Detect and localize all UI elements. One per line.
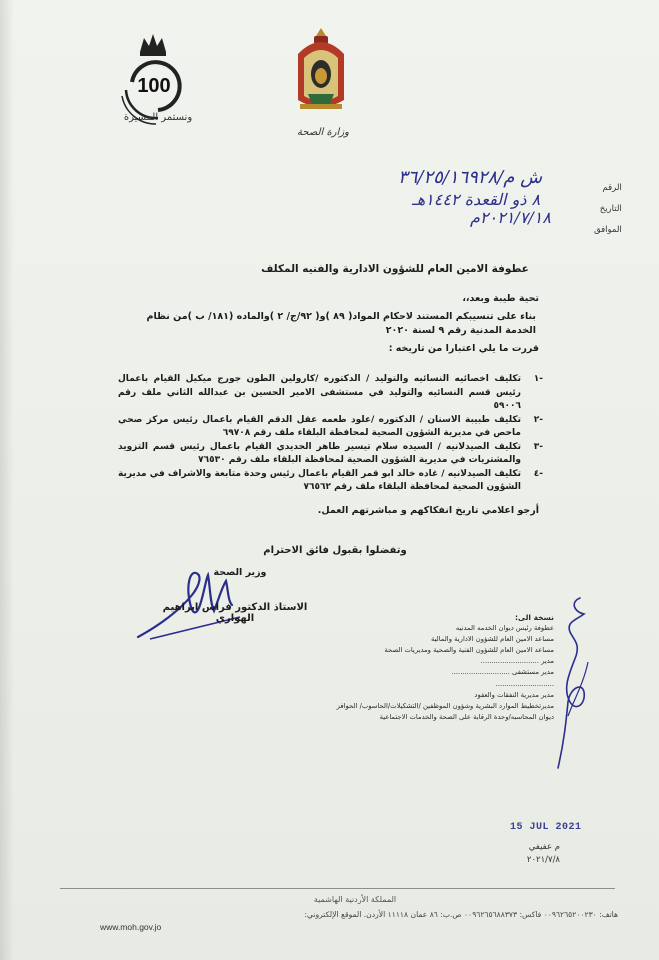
footer-divider — [60, 888, 615, 889]
svg-text:100: 100 — [137, 75, 171, 97]
reference-corresponding-label: الموافق — [594, 225, 622, 235]
cc-line: مدير ........................... — [480, 657, 554, 666]
assignment-item — [118, 441, 543, 468]
request-line: أرجو اعلامي تاريخ انفكاكهم و مباشرتهم العمل. — [317, 505, 539, 516]
centennial-caption: ونستمر المسيرة — [123, 112, 193, 123]
cc-line: مدير مديرية النفقات والعقود — [474, 690, 554, 699]
assignment-item — [118, 468, 543, 495]
item-number: -٢ — [533, 414, 543, 425]
footer-contact: هاتف: ٠٠٩٦٢٦٥٢٠٠٢٣٠ فاكس: ٠٠٩٦٢٦٥٦٨٨٣٧٣ ص.ب: ٨٦ عمان ١١١١٨ الأردن. الموقع الإلكتروني: — [304, 910, 618, 919]
item-text: تكليف الصيدلانيه / غاده خالد ابو قمر القيام باعمال رئيس وحدة متابعة والاشراف في مديرية الشؤون الصحية لمحافظة البلقاء ملف رقم ٧٦٥٦٢ — [118, 468, 521, 492]
cc-line: مساعد الامين العام للشؤون الفنية والصحية ومديريات الصحة — [384, 646, 554, 655]
assignment-list — [118, 373, 543, 495]
item-text: تكليف اخصائيه النسائيه والتوليد / الدكتوره /كارولين الطون جورج ميكيل القيام باعمال رئيس قسم النسائيه والتوليد في مستشفى الامير الحسين بن عبدالله الثاني ملف رقم ٥٩٠٠٦ — [118, 374, 521, 411]
signer-name: الاستاذ الدكتور فراس ابراهيم الهواري — [162, 602, 308, 624]
jordan-coat-of-arms — [290, 24, 352, 114]
closing-line: وتفضلوا بقبول فائق الاحترام — [263, 545, 407, 556]
reference-gregorian-date: ٢٠٢١/٧/١٨م — [470, 208, 551, 227]
reference-number: ش م/٣٦/٢٥/١٦٩٢٨ — [398, 167, 543, 188]
decision-intro: قررت ما يلي اعتبارا من تاريخه : — [388, 343, 539, 354]
item-text: تكليف الصيدلانيه / السيده سلام تيسير طاهر الحديدي القيام باعمال رئيس قسم التزويد والمشتريات في مديرية الشؤون الصحية لمحافظة البلقاء ملف رقم ٧٦٥٣٠ — [118, 441, 521, 465]
reference-date-label: التاريخ — [599, 204, 622, 214]
cc-line: مديرتخطيط الموارد البشرية وشؤون الموظفين /التشكيلات/الحاسوب/ الحوافز — [336, 701, 554, 710]
cc-line: مدير مستشفى ........................... — [451, 668, 554, 677]
item-number: -٤ — [533, 468, 543, 479]
cc-list — [300, 612, 554, 723]
reference-number-label: الرقم — [602, 183, 622, 193]
assignment-item — [118, 414, 543, 441]
footer-website-link[interactable]: www.moh.gov.jo — [100, 922, 162, 932]
posted-date: ٢٠٢١/٧/٨ — [526, 855, 560, 865]
cc-line: ديوان المحاسبه/وحدة الرقابة على الصحة والخدمات الاجتماعية — [379, 712, 554, 721]
legal-basis-paragraph: بناء على تنسيبكم المستند لاحكام المواد( ٨٩ )و( ٩٢/ج/ ٢ )والماده (١٨١/ ب )من نظام الخدمة المدنية رقم ٩ لسنة ٢٠٢٠ — [146, 311, 536, 336]
item-number: -٣ — [533, 441, 543, 452]
cc-line: عطوفة رئيس ديوان الخدمه المدنيه — [455, 624, 554, 633]
reference-hijri-date: ٨ ذو القعدة ١٤٤٢هـ — [412, 190, 541, 209]
signer-title: وزير الصحة — [213, 567, 267, 578]
addressee: عطوفة الامين العام للشؤون الادارية والفنيه المكلف — [261, 263, 529, 275]
posted-by: م عفيفي — [528, 842, 560, 852]
reference-labels — [594, 178, 622, 241]
cc-line: ........................... — [495, 679, 554, 688]
item-text: تكليف طبيبة الاسنان / الدكتوره /علود طعمه عقل الدقم القيام باعمال رئيس مركز صحي ماحص في مديرية الشؤون الصحية لمحافظة البلقاء ملف رقم ٦٩٧٠٨ — [118, 414, 521, 438]
assignment-item — [118, 373, 543, 414]
cc-heading: نسخة الى: — [515, 613, 554, 622]
cc-line: مساعد الامين العام للشؤون الادارية والمالية — [430, 635, 554, 644]
item-number: -١ — [533, 374, 543, 384]
page-shadow — [0, 0, 14, 960]
received-date-stamp: 15 JUL 2021 — [510, 822, 582, 833]
ministry-name: وزارة الصحة — [297, 127, 349, 138]
greeting: تحية طيبة وبعد،، — [462, 293, 539, 304]
crown-icon — [140, 34, 166, 56]
cc-signature — [540, 592, 610, 782]
footer-kingdom: المملكة الأردنية الهاشمية — [313, 895, 397, 904]
